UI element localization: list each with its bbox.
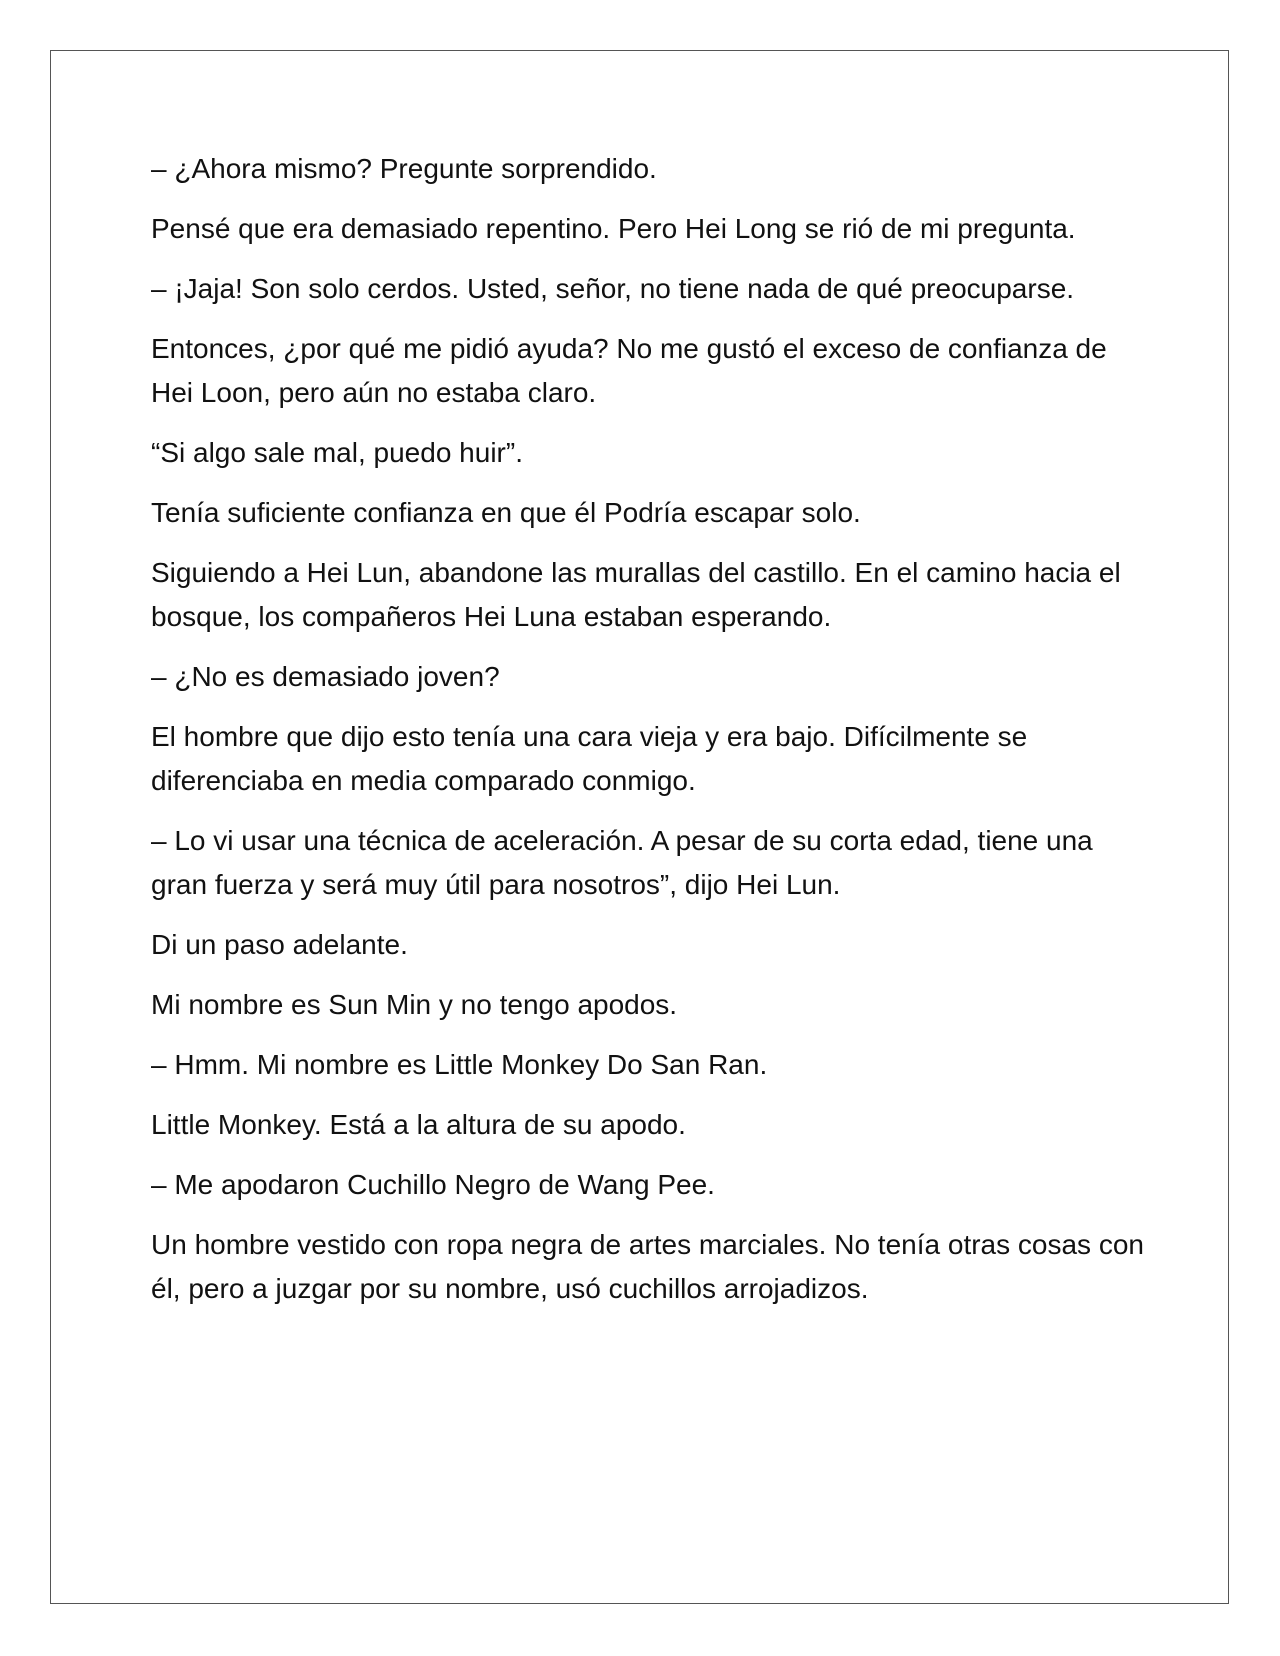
paragraph: – ¡Jaja! Son solo cerdos. Usted, señor, no tiene nada de qué preocuparse. — [151, 273, 1075, 304]
paragraph: – ¿Ahora mismo? Pregunte sorprendido. — [151, 153, 657, 184]
paragraph: – Lo vi usar una técnica de aceleración. A pesar de su corta edad, tiene una gran fuerza y será muy útil para nosotros”, dijo Hei Lun. — [151, 825, 1093, 900]
paragraph: Pensé que era demasiado repentino. Pero Hei Long se rió de mi pregunta. — [151, 213, 1076, 244]
document-page — [50, 50, 1229, 1604]
paragraph: “Si algo sale mal, puedo huir”. — [151, 437, 523, 468]
paragraph: Entonces, ¿por qué me pidió ayuda? No me gustó el exceso de confianza de Hei Loon, pero aún no estaba claro. — [151, 333, 1107, 408]
paragraph: Di un paso adelante. — [151, 929, 408, 960]
paragraph: El hombre que dijo esto tenía una cara vieja y era bajo. Difícilmente se diferenciaba en media comparado conmigo. — [151, 721, 1028, 796]
paragraph: – Hmm. Mi nombre es Little Monkey Do San Ran. — [151, 1049, 768, 1080]
paragraph: Mi nombre es Sun Min y no tengo apodos. — [151, 989, 678, 1020]
paragraph: – ¿No es demasiado joven? — [151, 661, 500, 692]
paragraph: Siguiendo a Hei Lun, abandone las murallas del castillo. En el camino hacia el bosque, los compañeros Hei Luna estaban esperando. — [151, 557, 1121, 632]
paragraph: Little Monkey. Está a la altura de su apodo. — [151, 1109, 686, 1140]
paragraph: Tenía suficiente confianza en que él Podría escapar solo. — [151, 497, 861, 528]
paragraph: – Me apodaron Cuchillo Negro de Wang Pee. — [151, 1169, 715, 1200]
paragraph: Un hombre vestido con ropa negra de artes marciales. No tenía otras cosas con él, pero a juzgar por su nombre, usó cuchillos arrojadizos. — [151, 1229, 1144, 1304]
document-body — [151, 147, 1151, 1327]
